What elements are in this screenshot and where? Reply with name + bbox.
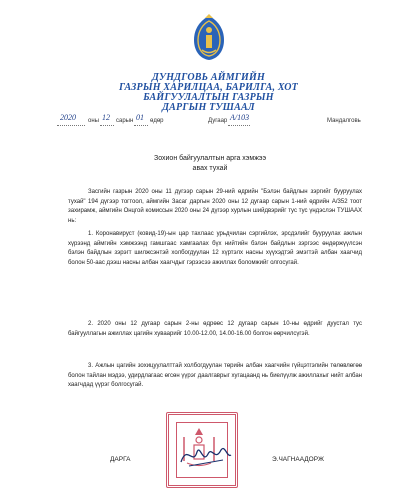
org-title-line1: ДУНДГОВЬ АЙМГИЙН	[152, 72, 265, 83]
signatory-name: Э.ЧАГНААДОРЖ	[272, 456, 324, 463]
day-label: өдөр	[150, 118, 164, 124]
signatory-title: ДАРГА	[110, 456, 131, 463]
month-value: 12	[102, 113, 110, 122]
order-item-1: 1. Коронавируст (ковид-19)-ын цар тахлаас урьдчилан сэргийлэх, эрсдэлийг бууруулах ажлын хүрээнд аймгийн хэмжээнд гамшгаас хамгаалах бүх нийтийн бэлэн байдлын зэргээс өндөржүүлсэн бэлэн байдлын зэрэгт шилжсэнтэй холбогдуулан 12 хүртэлх насны хүүхэдтэй эмэгтэй албан хаагчид болон 50-аас дээш насны албан хаагчдыг гэрээсээ ажиллах боломжийг олгосугай.	[68, 231, 362, 266]
day-value: 01	[136, 113, 144, 122]
order-item-3: 3. Ажлын цагийн зохицуулалттай холбогдуулан төрийн албан хаагчийн гүйцэтгэлийн төлөвлөгөө болон тайлан мэдээ, удирдлагаас өгсөн үүрэг даалгаврыг хугацаанд нь биелүүлж ажиллахыг нийт албан хаагчдад үүрэг болгосугай.	[68, 363, 362, 389]
document-type-title: ДАРГЫН ТУШААЛ	[162, 102, 255, 113]
year-value: 2020	[60, 113, 76, 122]
number-label: Дугаар	[208, 118, 228, 124]
subject-line2: авах тухай	[192, 165, 228, 172]
number-value: А/103	[230, 113, 250, 122]
state-emblem-icon	[190, 14, 228, 62]
handwritten-signature	[175, 440, 235, 470]
intro-paragraph: Засгийн газрын 2020 оны 11 дүгээр сарын 29-ний өдрийн "Бэлэн байдлын зэргийг бууруулах тухай" 194 дүгээр тогтоол, аймгийн Засаг даргын 2020 оны 12 дугаар сарын 1-ний өдрийн А/352 тоот захирамж, аймгийн Онцгой комиссын 2020 оны 24 дүгээр хурлын шийдвэрийг тус тус үндэслэн ТУШААХ нь:	[68, 189, 362, 224]
org-title-line3: БАЙГУУЛАЛТЫН ГАЗРЫН	[143, 92, 274, 103]
year-label: оны	[88, 118, 99, 124]
subject-line1: Зохион байгуулалтын арга хэмжээ	[153, 155, 267, 162]
subject-heading	[150, 154, 270, 174]
date-number-row	[0, 113, 417, 130]
org-title-line2: ГАЗРЫН ХАРИЛЦАА, БАРИЛГА, ХОТ	[119, 82, 298, 93]
month-label: сарын	[116, 118, 134, 124]
place-name: Мандалговь	[327, 118, 361, 124]
order-item-2: 2. 2020 оны 12 дугаар сарын 2-ны өдрөөс 12 дугаар сарын 10-ны өдрийг дуустал тус байгууллагын ажиллах цагийн хуваарийг 10.00-12.00, 14.00-16.00 болгон өөрчилсүгэй.	[68, 321, 362, 337]
